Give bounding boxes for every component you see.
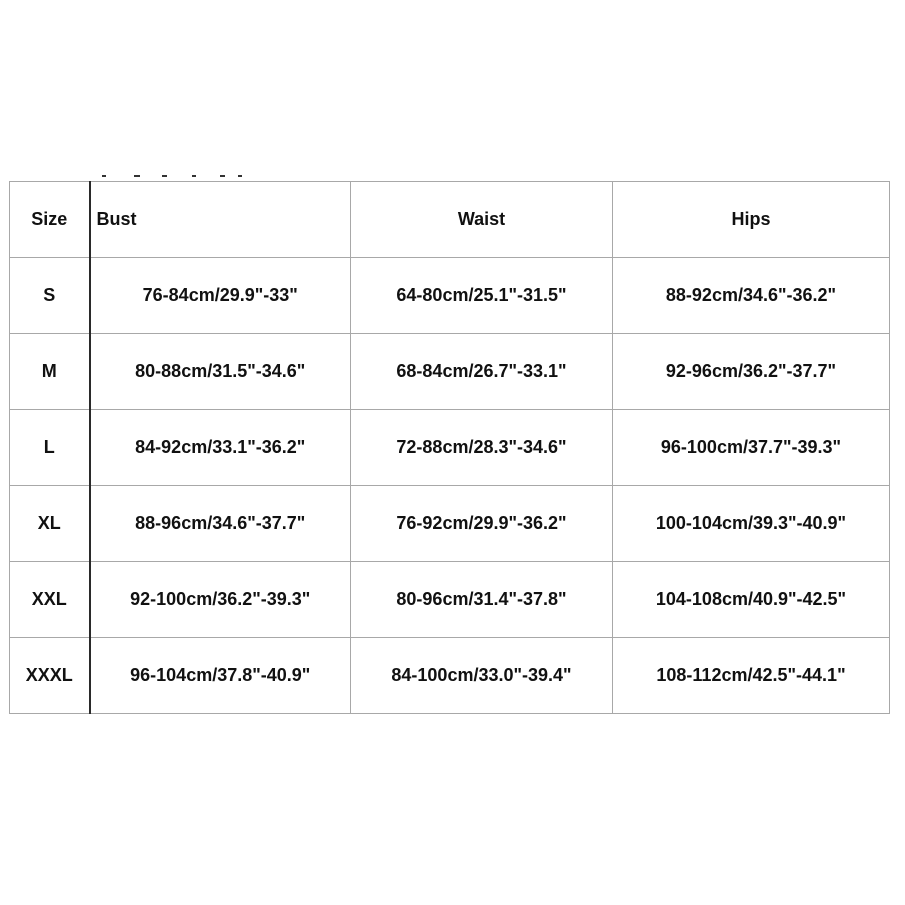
cell-waist: 80-96cm/31.4"-37.8" (351, 562, 613, 638)
cell-size: M (10, 334, 90, 410)
stray-marks (92, 172, 252, 180)
cell-waist: 76-92cm/29.9"-36.2" (351, 486, 613, 562)
table-row (10, 638, 890, 714)
cell-size: L (10, 410, 90, 486)
cell-bust: 92-100cm/36.2"-39.3" (90, 562, 351, 638)
table-row (10, 334, 890, 410)
size-chart-table (9, 181, 890, 714)
cell-bust: 80-88cm/31.5"-34.6" (90, 334, 351, 410)
stray-mark (220, 175, 225, 177)
cell-hips: 100-104cm/39.3"-40.9" (613, 486, 890, 562)
header-waist: Waist (351, 182, 613, 258)
cell-hips: 104-108cm/40.9"-42.5" (613, 562, 890, 638)
stray-mark (192, 175, 196, 177)
table-row (10, 410, 890, 486)
cell-size: XL (10, 486, 90, 562)
header-row (10, 182, 890, 258)
header-size: Size (10, 182, 90, 258)
header-bust: Bust (90, 182, 351, 258)
cell-hips: 108-112cm/42.5"-44.1" (613, 638, 890, 714)
cell-hips: 88-92cm/34.6"-36.2" (613, 258, 890, 334)
stray-mark (134, 175, 140, 177)
cell-waist: 68-84cm/26.7"-33.1" (351, 334, 613, 410)
stray-mark (238, 175, 242, 177)
cell-waist: 64-80cm/25.1"-31.5" (351, 258, 613, 334)
cell-bust: 84-92cm/33.1"-36.2" (90, 410, 351, 486)
cell-bust: 76-84cm/29.9"-33" (90, 258, 351, 334)
table-row (10, 486, 890, 562)
cell-size: S (10, 258, 90, 334)
header-hips: Hips (613, 182, 890, 258)
stray-mark (102, 175, 106, 177)
cell-size: XXL (10, 562, 90, 638)
table-row (10, 258, 890, 334)
cell-size: XXXL (10, 638, 90, 714)
cell-hips: 92-96cm/36.2"-37.7" (613, 334, 890, 410)
cell-waist: 72-88cm/28.3"-34.6" (351, 410, 613, 486)
table-row (10, 562, 890, 638)
cell-bust: 88-96cm/34.6"-37.7" (90, 486, 351, 562)
cell-hips: 96-100cm/37.7"-39.3" (613, 410, 890, 486)
cell-bust: 96-104cm/37.8"-40.9" (90, 638, 351, 714)
cell-waist: 84-100cm/33.0"-39.4" (351, 638, 613, 714)
stray-mark (162, 175, 167, 177)
